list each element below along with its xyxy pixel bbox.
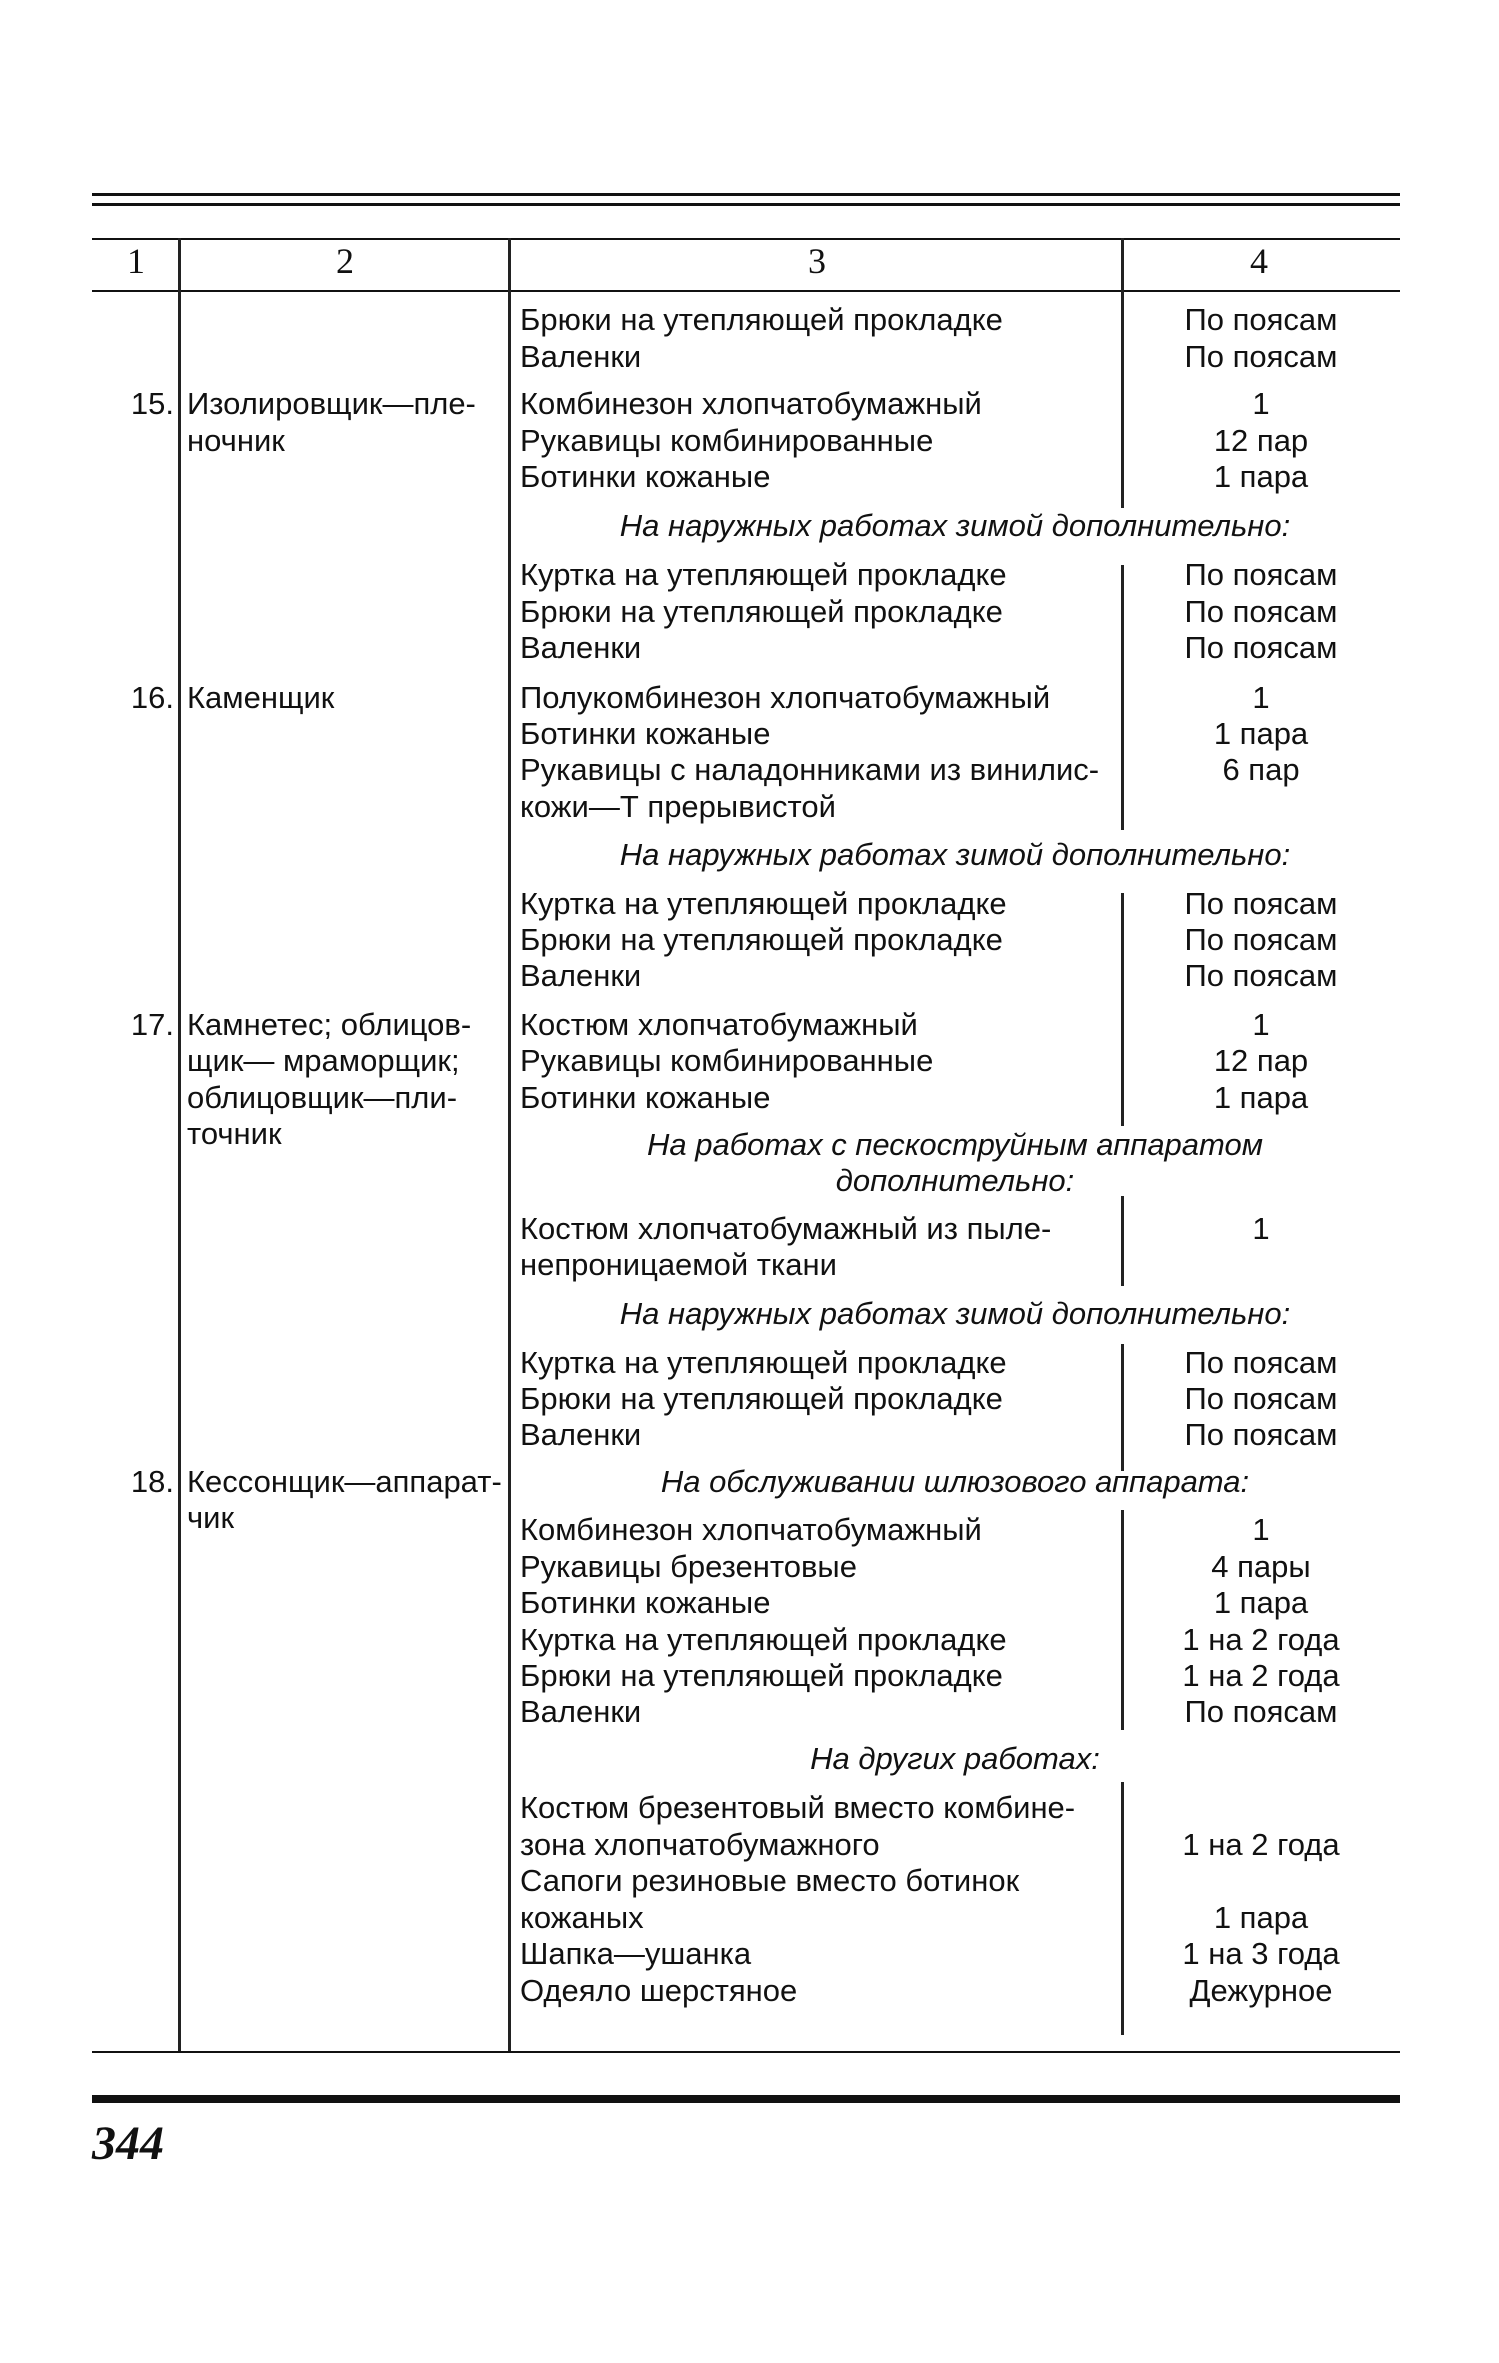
row15-item-6: Валенки	[520, 630, 642, 665]
row16-item-3-line2: кожи—Т прерывистой	[520, 789, 836, 824]
row17-note2: На наружных работах зимой дополнительно:	[619, 1296, 1291, 1331]
row18-item-7-line1: Костюм брезентовый вместо комбине-	[520, 1790, 1076, 1825]
column-divider-2	[508, 238, 511, 2053]
row17-item-4-line2: непроницаемой ткани	[520, 1247, 837, 1282]
row16-number: 16.	[130, 680, 174, 715]
row16-qty-2: 1 пара	[1213, 716, 1309, 751]
row18-profession-line1: Кессонщик—аппарат-	[187, 1464, 502, 1499]
row17-item-3: Ботинки кожаные	[520, 1080, 771, 1115]
row15-qty-2: 12 пар	[1213, 423, 1309, 458]
row15-item-5: Брюки на утепляющей прокладке	[520, 594, 1003, 629]
column-divider-3d	[1121, 1196, 1124, 1286]
column-header-3: 3	[808, 241, 826, 281]
row18-qty-7: 1 на 2 года	[1182, 1827, 1340, 1862]
row14-item-2: Валенки	[520, 339, 642, 374]
row15-qty-5: По поясам	[1184, 594, 1338, 629]
row18-item-4: Куртка на утепляющей прокладке	[520, 1622, 1007, 1657]
row17-profession-line3: облицовщик—пли-	[187, 1080, 458, 1115]
column-divider-3e	[1121, 1344, 1124, 1471]
row18-item-2: Рукавицы брезентовые	[520, 1549, 857, 1584]
row15-qty-4: По поясам	[1184, 557, 1338, 592]
row17-qty-7: По поясам	[1184, 1417, 1338, 1452]
row17-number: 17.	[130, 1007, 174, 1042]
row18-qty-3: 1 пара	[1213, 1585, 1309, 1620]
row17-qty-3: 1 пара	[1213, 1080, 1309, 1115]
row16-item-5: Брюки на утепляющей прокладке	[520, 922, 1003, 957]
row17-item-4-line1: Костюм хлопчатобумажный из пыле-	[520, 1211, 1052, 1246]
row14-qty-1: По поясам	[1184, 302, 1338, 337]
row16-item-2: Ботинки кожаные	[520, 716, 771, 751]
row15-note: На наружных работах зимой дополнительно:	[619, 508, 1291, 543]
row18-item-8-line1: Сапоги резиновые вместо ботинок	[520, 1863, 1020, 1898]
row18-item-5: Брюки на утепляющей прокладке	[520, 1658, 1003, 1693]
footer-rule	[92, 2095, 1400, 2103]
row17-profession-line4: точник	[187, 1116, 282, 1151]
row18-qty-4: 1 на 2 года	[1182, 1622, 1340, 1657]
row17-profession-line2: щик— мраморщик;	[187, 1043, 460, 1078]
row15-item-1: Комбинезон хлопчатобумажный	[520, 386, 982, 421]
row17-item-6: Брюки на утепляющей прокладке	[520, 1381, 1003, 1416]
row18-item-10: Одеяло шерстяное	[520, 1973, 798, 2008]
row17-item-7: Валенки	[520, 1417, 642, 1452]
row18-qty-9: 1 на 3 года	[1182, 1936, 1340, 1971]
column-divider-3b	[1121, 565, 1124, 830]
table-bottom-rule	[92, 2051, 1400, 2053]
column-header-4: 4	[1250, 241, 1268, 281]
column-header-1: 1	[127, 241, 145, 281]
row18-number: 18.	[130, 1464, 174, 1499]
row16-note: На наружных работах зимой дополнительно:	[619, 837, 1291, 872]
row15-item-4: Куртка на утепляющей прокладке	[520, 557, 1007, 592]
row16-qty-1: 1	[1252, 680, 1270, 715]
column-divider-1	[178, 238, 181, 2053]
row16-item-4: Куртка на утепляющей прокладке	[520, 886, 1007, 921]
column-divider-3a	[1121, 238, 1124, 508]
row18-qty-1: 1	[1252, 1512, 1270, 1547]
top-rule	[92, 193, 1400, 196]
row16-qty-5: По поясам	[1184, 922, 1338, 957]
row15-item-2: Рукавицы комбинированные	[520, 423, 934, 458]
row15-qty-6: По поясам	[1184, 630, 1338, 665]
row18-qty-10: Дежурное	[1189, 1973, 1333, 2008]
row18-profession-line2: чик	[187, 1500, 235, 1535]
column-header-2: 2	[336, 241, 354, 281]
header-bottom-rule	[92, 290, 1400, 292]
row15-item-3: Ботинки кожаные	[520, 459, 771, 494]
row17-qty-1: 1	[1252, 1007, 1270, 1042]
row17-qty-2: 12 пар	[1213, 1043, 1309, 1078]
row18-qty-2: 4 пары	[1211, 1549, 1311, 1584]
row16-qty-4: По поясам	[1184, 886, 1338, 921]
row14-qty-2: По поясам	[1184, 339, 1338, 374]
column-divider-3g	[1121, 1782, 1124, 2035]
row16-item-3-line1: Рукавицы с наладонниками из винилис-	[520, 752, 1100, 787]
row18-qty-6: По поясам	[1184, 1694, 1338, 1729]
row14-item-1: Брюки на утепляющей прокладке	[520, 302, 1003, 337]
row17-note1-line2: дополнительно:	[835, 1163, 1075, 1198]
row18-item-6: Валенки	[520, 1694, 642, 1729]
row18-item-7-line2: зона хлопчатобумажного	[520, 1827, 880, 1862]
row17-note1-line1: На работах с пескоструйным аппаратом	[646, 1127, 1264, 1162]
row17-qty-4: 1	[1252, 1211, 1270, 1246]
row18-note1: На обслуживании шлюзового аппарата:	[660, 1464, 1250, 1499]
column-divider-3c	[1121, 893, 1124, 1126]
row17-qty-6: По поясам	[1184, 1381, 1338, 1416]
page-number: 344	[92, 2117, 164, 2170]
row17-qty-5: По поясам	[1184, 1345, 1338, 1380]
row18-qty-5: 1 на 2 года	[1182, 1658, 1340, 1693]
row17-item-2: Рукавицы комбинированные	[520, 1043, 934, 1078]
row15-qty-1: 1	[1252, 386, 1270, 421]
top-rule-second	[92, 203, 1400, 206]
row15-qty-3: 1 пара	[1213, 459, 1309, 494]
row17-item-5: Куртка на утепляющей прокладке	[520, 1345, 1007, 1380]
row16-qty-6: По поясам	[1184, 958, 1338, 993]
row18-qty-8: 1 пара	[1213, 1900, 1309, 1935]
row18-item-3: Ботинки кожаные	[520, 1585, 771, 1620]
row16-item-1: Полукомбинезон хлопчатобумажный	[520, 680, 1051, 715]
row17-profession-line1: Камнетес; облицов-	[187, 1007, 472, 1042]
row18-item-9: Шапка—ушанка	[520, 1936, 752, 1971]
row18-note2: На других работах:	[810, 1741, 1100, 1776]
row16-item-6: Валенки	[520, 958, 642, 993]
row16-profession: Каменщик	[187, 680, 335, 715]
row15-profession-line2: ночник	[187, 423, 285, 458]
row15-number: 15.	[130, 386, 174, 421]
row18-item-1: Комбинезон хлопчатобумажный	[520, 1512, 982, 1547]
row18-item-8-line2: кожаных	[520, 1900, 644, 1935]
column-divider-3f	[1121, 1510, 1124, 1730]
row17-item-1: Костюм хлопчатобумажный	[520, 1007, 918, 1042]
row16-qty-3: 6 пар	[1222, 752, 1300, 787]
row15-profession-line1: Изолировщик—пле-	[187, 386, 476, 421]
